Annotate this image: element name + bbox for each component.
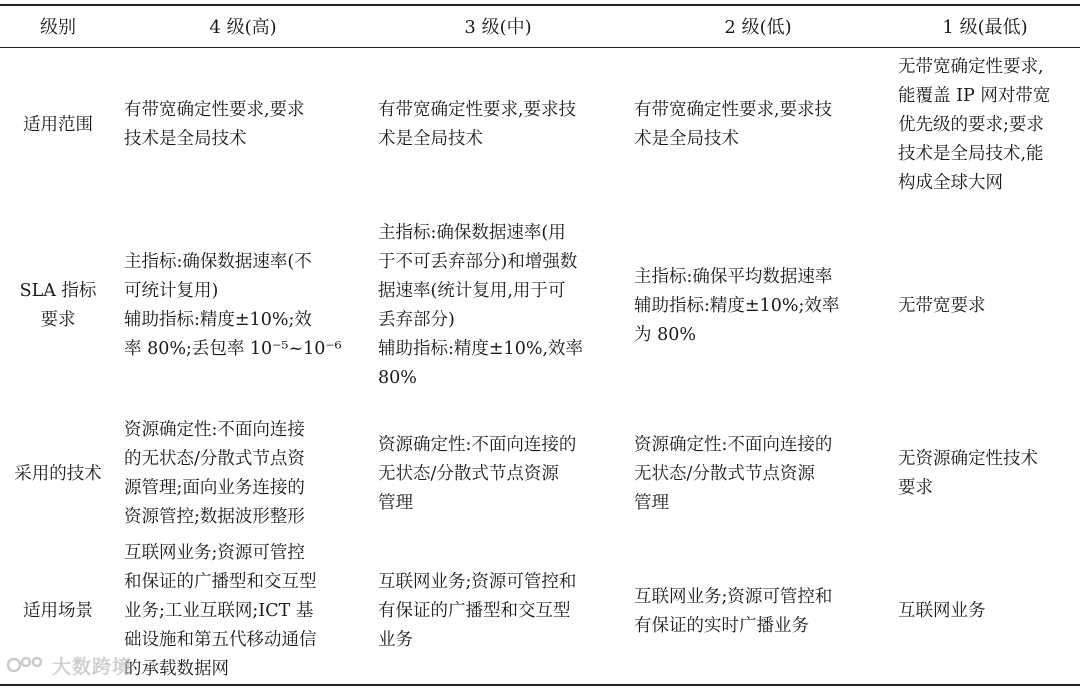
row-label-scenarios: 适用场景 [0, 539, 116, 685]
cell-line: 无状态/分散式节点资源 [378, 463, 559, 484]
cell-line: 可统计复用) [124, 281, 219, 301]
cell-line: 主指标:确保平均数据速率 [634, 266, 833, 287]
cell-line: 互联网业务 [898, 601, 986, 621]
cell-line: 据速率(统计复用,用于可 [378, 281, 566, 301]
header-level-3: 3 级(中) [370, 5, 626, 47]
comparison-table-container [0, 4, 1080, 686]
table-cell [370, 409, 626, 539]
cell-line: 无带宽确定性要求, [898, 56, 1044, 77]
cell-line: 有保证的实时广播业务 [634, 615, 809, 636]
cell-line: 业务;工业互联网;ICT 基 [124, 601, 314, 621]
table-cell [890, 203, 1080, 409]
table-row-scope [0, 47, 1080, 203]
cell-line: 互联网业务;资源可管控和 [634, 586, 833, 607]
table-cell [116, 409, 370, 539]
watermark-text: 大数跨境 [52, 655, 133, 678]
header-level-2: 2 级(低) [626, 5, 890, 47]
cell-line: 为 80% [634, 324, 696, 345]
cell-line: 的无状态/分散式节点资 [124, 449, 305, 469]
table-cell [626, 203, 890, 409]
cell-line: 主指标:确保数据速率(不 [124, 252, 312, 272]
cell-line: 和保证的广播型和交互型 [124, 572, 317, 592]
cell-line: 无带宽要求 [898, 295, 986, 316]
cell-line: 互联网业务;资源可管控和 [378, 572, 577, 592]
table-cell [370, 47, 626, 203]
cell-line: 丢弃部分) [378, 310, 455, 330]
table-cell [370, 203, 626, 409]
cell-line: 资源确定性:不面向连接 [124, 420, 305, 440]
cell-line: 构成全球大网 [898, 172, 1003, 193]
cell-line: 辅助指标:精度±10%;效 [124, 310, 312, 330]
row-label-technology: 采用的技术 [14, 463, 102, 484]
cell-line: 术是全局技术 [634, 129, 739, 150]
cell-line: 源管理;面向业务连接的 [124, 478, 305, 498]
cell-line: 资源确定性:不面向连接的 [378, 434, 577, 455]
cell-line: 要求 [898, 478, 933, 498]
cell-line: 术是全局技术 [378, 129, 483, 150]
cell-line: 能覆盖 IP 网对带宽 [898, 85, 1051, 106]
table-cell [116, 203, 370, 409]
cell-line: 要求 [40, 310, 76, 330]
cell-line: 有带宽确定性要求,要求技 [378, 100, 577, 121]
table-cell [626, 47, 890, 203]
table-row-sla [0, 203, 1080, 409]
cell-line: 主指标:确保数据速率(用 [378, 223, 566, 243]
cell-line: 于不可丢弃部分)和增强数 [378, 252, 578, 272]
watermark-logo-icon [6, 653, 46, 677]
table-cell [890, 47, 1080, 203]
table-row-scenarios [0, 539, 1080, 685]
cell-line: 辅助指标:精度±10%;效率 [634, 295, 840, 316]
cell-line: 技术是全局技术 [124, 129, 247, 150]
row-label-sla [0, 203, 116, 409]
table-cell [116, 539, 370, 685]
comparison-table [0, 4, 1080, 686]
cell-line: 无状态/分散式节点资源 [634, 463, 815, 484]
cell-line: 有保证的广播型和交互型 [378, 601, 571, 621]
cell-line: 技术是全局技术,能 [898, 143, 1044, 164]
table-cell [890, 539, 1080, 685]
cell-line: 的承载数据网 [124, 659, 229, 679]
header-level: 级别 [0, 5, 116, 47]
watermark [6, 650, 132, 680]
table-header-row [0, 5, 1080, 47]
cell-line: 80% [378, 368, 417, 388]
cell-line: 管理 [378, 492, 413, 513]
table-cell [626, 539, 890, 685]
cell-line: 辅助指标:精度±10%,效率 [378, 339, 584, 359]
cell-line: 有带宽确定性要求,要求技 [634, 100, 833, 121]
cell-line: 优先级的要求;要求 [898, 114, 1044, 135]
table-cell [370, 539, 626, 685]
cell-line: 有带宽确定性要求,要求 [124, 100, 305, 121]
cell-line: 管理 [634, 492, 669, 513]
table-row-technology [0, 409, 1080, 539]
cell-line: SLA 指标 [19, 281, 97, 301]
cell-line: 础设施和第五代移动通信 [124, 630, 317, 650]
table-cell [116, 47, 370, 203]
cell-line: 业务 [378, 630, 413, 650]
header-level-1: 1 级(最低) [890, 5, 1080, 47]
cell-line: 互联网业务;资源可管控 [124, 543, 305, 563]
cell-line: 无资源确定性技术 [898, 449, 1038, 469]
table-cell [626, 409, 890, 539]
cell-line: 资源管控;数据波形整形 [124, 507, 305, 527]
cell-line: 资源确定性:不面向连接的 [634, 434, 833, 455]
row-label-scope: 适用范围 [23, 114, 93, 135]
header-level-4: 4 级(高) [116, 5, 370, 47]
cell-line: 率 80%;丢包率 10⁻⁵~10⁻⁶ [124, 339, 342, 359]
table-cell [890, 409, 1080, 539]
